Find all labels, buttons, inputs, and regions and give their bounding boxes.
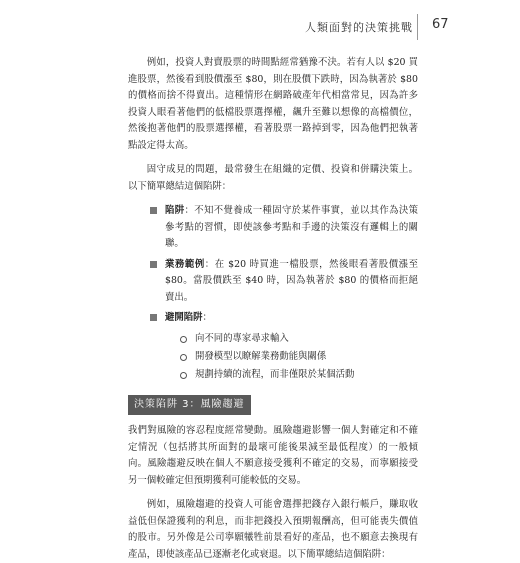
list-item xyxy=(150,310,418,327)
page-body xyxy=(128,55,418,563)
running-header xyxy=(0,0,520,52)
bullet-label: 業務範例 xyxy=(165,258,205,270)
header-divider xyxy=(417,14,418,40)
sub-item-text: 開發模型以瞭解業務動能與關係 xyxy=(195,351,327,363)
square-bullet-icon xyxy=(150,261,157,268)
paragraph: 例如，風險趨避的投資人可能會選擇把錢存入銀行帳戶，賺取收益低但保證獲利的利息，而非把錢投入預期報酬高，但可能喪失價值的股市。另外像是公司寧願犧牲前景看好的產品，也不願意去換現有產品，即使該產品已逐漸老化或衰退。以下簡單總結這個陷阱： xyxy=(128,499,418,560)
bullet-label: 避開陷阱 xyxy=(165,312,203,323)
circle-bullet-icon xyxy=(180,354,187,361)
paragraph: 固守成見的問題，最常發生在組織的定價、投資和併購決策上。以下簡單總結這個陷阱： xyxy=(128,164,418,192)
sub-item-text: 規劃持續的流程，而非僅限於某個活動 xyxy=(195,369,355,381)
paragraph: 例如，投資人對賣股票的時間點經常猶豫不決。若有人以 $20 買進股票，然後看到股價漲至 $80，則在股價下跌時，因為執著於 $80 的價格而捨不得賣出。這種情形在網路破產年代相當常見，因為許多投資人眼看著他們的低檔股票選擇權，飆升至難以想像的高檔價位，然後抱著他們的股票選擇權，看著股票一路掉到零，因為他們把執著點設定得太高。 xyxy=(128,57,418,151)
circle-bullet-icon xyxy=(180,372,187,379)
square-bullet-icon xyxy=(150,314,157,321)
list-item xyxy=(150,203,418,253)
square-bullet-icon xyxy=(150,207,157,214)
circle-bullet-icon xyxy=(180,336,187,343)
list-item xyxy=(180,367,418,385)
paragraph: 我們對風險的容忍程度經常變動。風險趨避影響一個人對確定和不確定情況（包括將其所面對的最壞可能後果減至最低程度）的一般傾向。風險趨避反映在個人不願意接受獲利不確定的交易，而寧願接受另一個較確定但預期獲利可能較低的交易。 xyxy=(128,425,418,486)
running-header-title: 人類面對的決策挑戰 xyxy=(305,21,413,34)
page-number: 67 xyxy=(432,17,449,32)
bullet-text: ：不知不覺養成一種固守於某件事實，並以其作為決策參考點的習慣，即使該參考點和手邊的決策沒有邏輯上的關聯。 xyxy=(165,205,418,249)
list-item xyxy=(180,331,418,349)
bullet-label: 陷阱 xyxy=(165,205,185,216)
list-item xyxy=(150,257,418,307)
sub-item-text: 向不同的專家尋求輸入 xyxy=(195,333,289,345)
avoid-trap-sublist xyxy=(180,331,418,385)
section-heading: 決策陷阱 3：風險趨避 xyxy=(128,395,251,416)
bullet-text: ：在 $20 時買進一檔股票，然後眼看著股價漲至 $80。當股價跌至 $40 時，因為執著於 $80 的價格而拒絕賣出。 xyxy=(165,258,418,303)
trap-summary-list xyxy=(150,203,418,385)
bullet-text: ： xyxy=(202,312,212,323)
list-item xyxy=(180,349,418,367)
